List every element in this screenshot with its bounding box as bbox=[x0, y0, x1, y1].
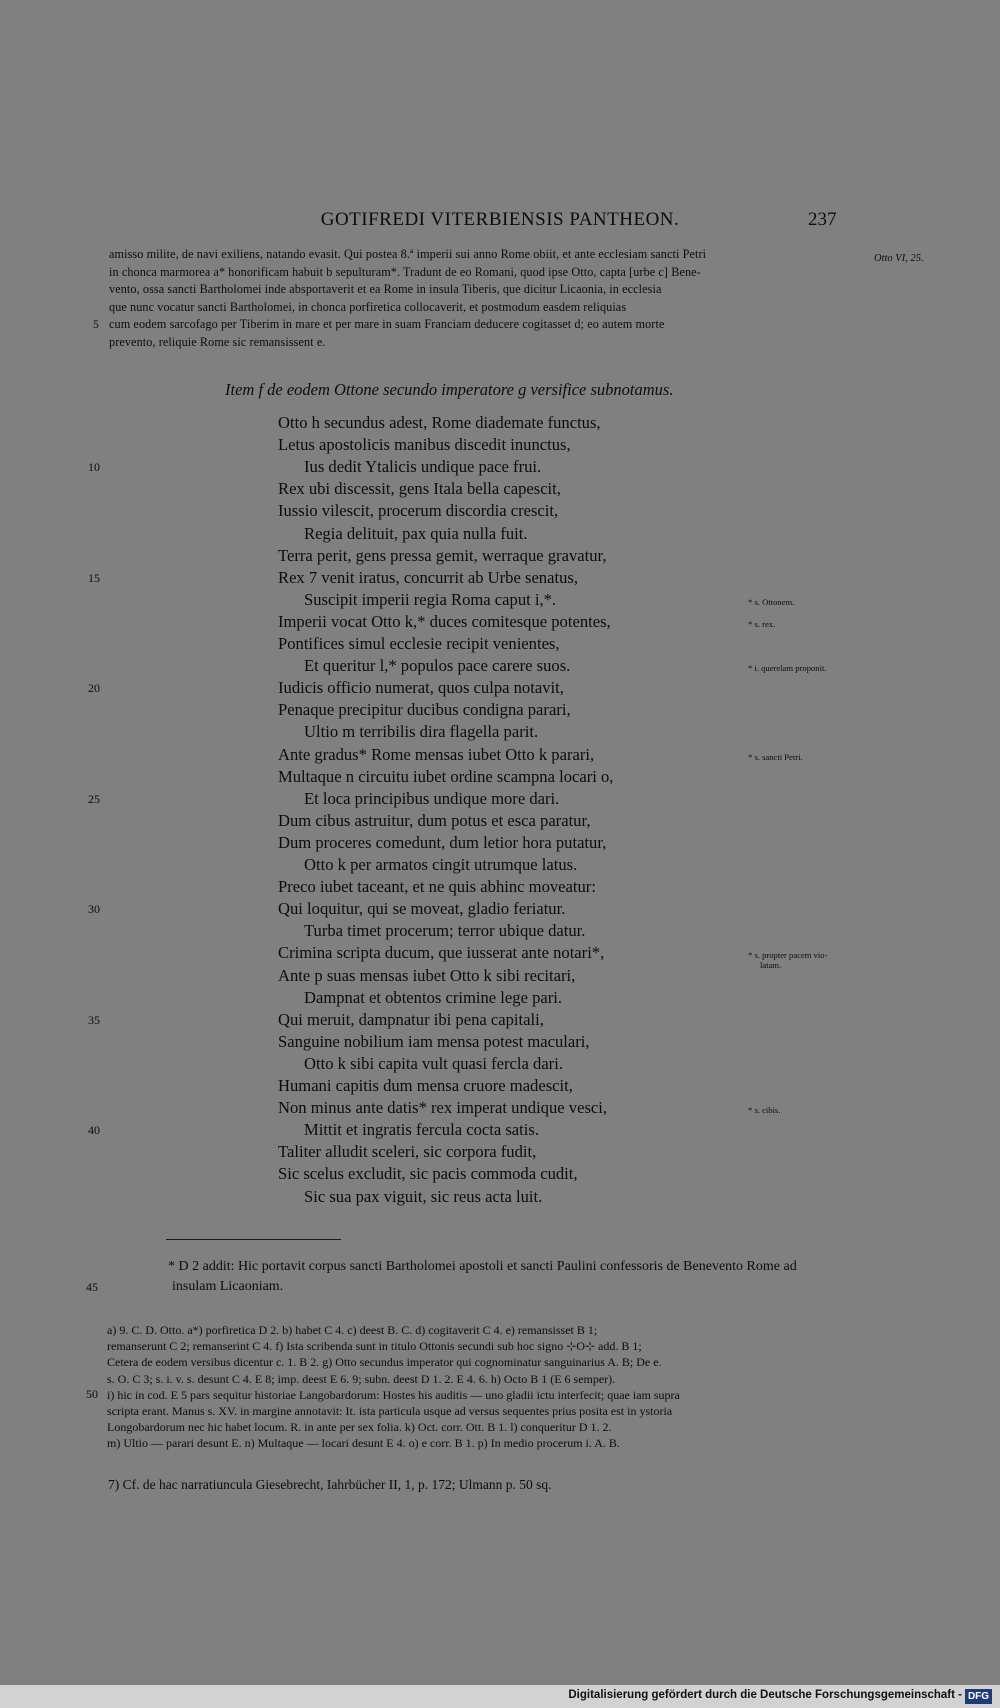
verse-line: Dampnat et obtentos crimine lege pari. bbox=[304, 987, 563, 1007]
line-number: 25 bbox=[88, 791, 100, 806]
verse-line: Iudicis officio numerat, quos culpa notavit, bbox=[278, 678, 564, 698]
apparatus-line: remanserunt C 2; remanserint C 4. f) Ista scribenda sunt in titulo Ottonis secundi sub hoc signo ⊹O⊹ add. B 1; bbox=[107, 1339, 642, 1354]
prose-line: amisso milite, de navi exiliens, natando evasit. Qui postea 8.ª imperii sui anno Rome obiit, et ante ecclesiam sancti Petri bbox=[109, 247, 707, 261]
verse-line: Otto h secundus adest, Rome diademate functus, bbox=[278, 413, 601, 432]
verse-line: Et loca principibus undique more dari. bbox=[304, 788, 560, 808]
verse-line: Dum proceres comedunt, dum letior hora putatur, bbox=[278, 832, 607, 852]
line-number: 20 bbox=[88, 681, 100, 696]
verse-line: Crimina scripta ducum, que iusserat ante notari*, bbox=[278, 943, 605, 963]
interlinear-gloss: * s. cibis. bbox=[748, 1105, 781, 1116]
footnote: * D 2 addit: Hic portavit corpus sancti Bartholomei apostoli et sancti Paulini confessoris de Benevento Rome ad insulam Licaoniam. bbox=[168, 1259, 797, 1294]
verse-line: Multaque n circuitu iubet ordine scampna locari o, bbox=[278, 766, 614, 786]
line-number: 30 bbox=[88, 902, 100, 917]
verse-line: Terra perit, gens pressa gemit, werraque gravatur, bbox=[278, 545, 607, 565]
line-number: 10 bbox=[88, 460, 100, 475]
line-number: 50 bbox=[86, 1387, 98, 1401]
interlinear-gloss: * s. sancti Petri. bbox=[748, 751, 803, 762]
verse-line: Letus apostolicis manibus discedit inunctus, bbox=[278, 435, 571, 455]
verse-line: Iussio vilescit, procerum discordia crescit, bbox=[278, 501, 559, 521]
commentary-note: 7) Cf. de hac narratiuncula Giesebrecht, Iahrbücher II, 1, p. 172; Ulmann p. 50 sq. bbox=[108, 1477, 552, 1492]
interlinear-gloss: * s. propter pacem vio- bbox=[748, 950, 828, 961]
prose-line: in chonca marmorea a* honorificam habuit b sepulturam*. Tradunt de eo Romani, quod ipse Otto, capta [urbe c] Bene- bbox=[109, 264, 701, 279]
prose-line: que nunc vocatur sancti Bartholomei, in chonca porfiretica collocaverit, et postmodum easdem reliquias bbox=[109, 299, 627, 314]
verse-line: Imperii vocat Otto k,* duces comitesque potentes, bbox=[278, 611, 611, 631]
verse-line: Sanguine nobilium iam mensa potest maculari, bbox=[278, 1031, 590, 1051]
verse-line: Ante gradus* Rome mensas iubet Otto k parari, bbox=[278, 744, 595, 764]
margin-note: Otto VI, 25. bbox=[874, 253, 924, 264]
interlinear-gloss: * s. Ottonem. bbox=[748, 596, 795, 607]
line-number: 35 bbox=[88, 1012, 100, 1027]
apparatus-line: m) Ultio — parari desunt E. n) Multaque — locari desunt E 4. o) e corr. B 1. p) In medio procerum i. A. B. bbox=[107, 1436, 620, 1451]
verse-line: Mittit et ingratis fercula cocta satis. bbox=[304, 1120, 540, 1140]
verse-line: Otto k sibi capita vult quasi fercla dari. bbox=[304, 1053, 563, 1073]
dfg-logo: DFG bbox=[965, 1689, 992, 1704]
verse-line: Et queritur l,* populos pace carere suos. bbox=[304, 656, 571, 676]
verse-line: Suscipit imperii regia Roma caput i,*. bbox=[304, 589, 557, 609]
verse-line: Rex 7 venit iratus, concurrit ab Urbe senatus, bbox=[278, 567, 578, 587]
verse-line: Sic sua pax viguit, sic reus acta luit. bbox=[304, 1186, 543, 1206]
interlinear-gloss: * s. rex. bbox=[748, 618, 776, 629]
funding-credit: Digitalisierung gefördert durch die Deutsche Forschungsgemeinschaft - bbox=[568, 1689, 962, 1701]
verse-line: Taliter alludit sceleri, sic corpora fudit, bbox=[278, 1142, 537, 1162]
line-number: 5 bbox=[93, 319, 99, 331]
verse-line: Ius dedit Ytalicis undique pace frui. bbox=[304, 457, 542, 477]
verse-line: Ante p suas mensas iubet Otto k sibi recitari, bbox=[278, 965, 576, 985]
verse-line: Penaque precipitur ducibus condigna parari, bbox=[278, 700, 571, 720]
verse-heading: Item f de eodem Ottone secundo imperatore g versifice subnotamus. bbox=[225, 380, 674, 399]
verse-line: Preco iubet taceant, et ne quis abhinc moveatur: bbox=[278, 877, 596, 897]
running-title: GOTIFREDI VITERBIENSIS PANTHEON. bbox=[320, 209, 680, 230]
verse-line: Qui meruit, dampnatur ibi pena capitali, bbox=[278, 1009, 544, 1029]
prose-line: vento, ossa sancti Bartholomei inde absportaverit et ea Rome in insula Tiberis, que dicitur Licaonia, in ecclesia bbox=[109, 282, 662, 297]
apparatus-line: Cetera de eodem versibus dicentur c. 1. B 2. g) Otto secundus imperator qui cognominatur sanguinarius A. B; De e. bbox=[107, 1355, 662, 1370]
footnote-rule bbox=[166, 1239, 341, 1240]
apparatus-line: Longobardorum nec hic habet locum. R. in ante per sex folia. k) Oct. corr. Ott. B 1. l) conqueritur D 1. 2. bbox=[107, 1420, 612, 1435]
interlinear-gloss: * i. querelam proponit. bbox=[748, 663, 827, 674]
line-number: 15 bbox=[88, 570, 100, 585]
footer-bar bbox=[0, 1685, 1000, 1708]
verse-line: Humani capitis dum mensa cruore madescit, bbox=[278, 1076, 573, 1095]
line-number: 40 bbox=[88, 1123, 100, 1138]
verse-line: Qui loquitur, qui se moveat, gladio feriatur. bbox=[278, 899, 566, 919]
apparatus-line: scripta erant. Manus s. XV. in margine annotavit: It. ista particula usque ad versus sequentes prius posita est in ystoria bbox=[107, 1404, 673, 1418]
line-number: 45 bbox=[86, 1280, 98, 1294]
verse-line: Regia delituit, pax quia nulla fuit. bbox=[304, 523, 528, 543]
prose-line: prevento, reliquie Rome sic remansissent e. bbox=[109, 335, 326, 349]
apparatus-line: a) 9. C. D. Otto. a*) porfiretica D 2. b) habet C 4. c) deest B. C. d) cogitaverit C 4. e) remansisset B 1; bbox=[107, 1323, 598, 1337]
interlinear-gloss: latam. bbox=[760, 960, 782, 971]
verse-line: Non minus ante datis* rex imperat undique vesci, bbox=[278, 1098, 608, 1118]
verse-line: Sic scelus excludit, sic pacis commoda cudit, bbox=[278, 1164, 578, 1184]
verse-line: Turba timet procerum; terror ubique datur. bbox=[304, 921, 586, 941]
page-number: 237 bbox=[808, 209, 837, 230]
apparatus-line: i) hic in cod. E 5 pars sequitur historiae Langobardorum: Hostes his auditis — uno gladii ictu interfecit; quae iam supra bbox=[107, 1387, 680, 1402]
verse-line: Otto k per armatos cingit utrumque latus. bbox=[304, 855, 578, 874]
prose-line: cum eodem sarcofago per Tiberim in mare et per mare in suam Franciam deducere cogitasset d; eo autem morte bbox=[109, 317, 665, 332]
verse-line: Pontifices simul ecclesie recipit venientes, bbox=[278, 634, 560, 653]
verse-line: Dum cibus astruitur, dum potus et esca paratur, bbox=[278, 810, 591, 830]
verse-line: Rex ubi discessit, gens Itala bella capescit, bbox=[278, 479, 561, 499]
verse-line: Ultio m terribilis dira flagella parit. bbox=[304, 722, 539, 742]
apparatus-line: s. O. C 3; s. i. v. s. desunt C 4. E 8; imp. deest E 6. 9; subn. deest D 1. 2. E 4. 6. h) Octo B 1 (E 6 semper). bbox=[107, 1371, 616, 1386]
